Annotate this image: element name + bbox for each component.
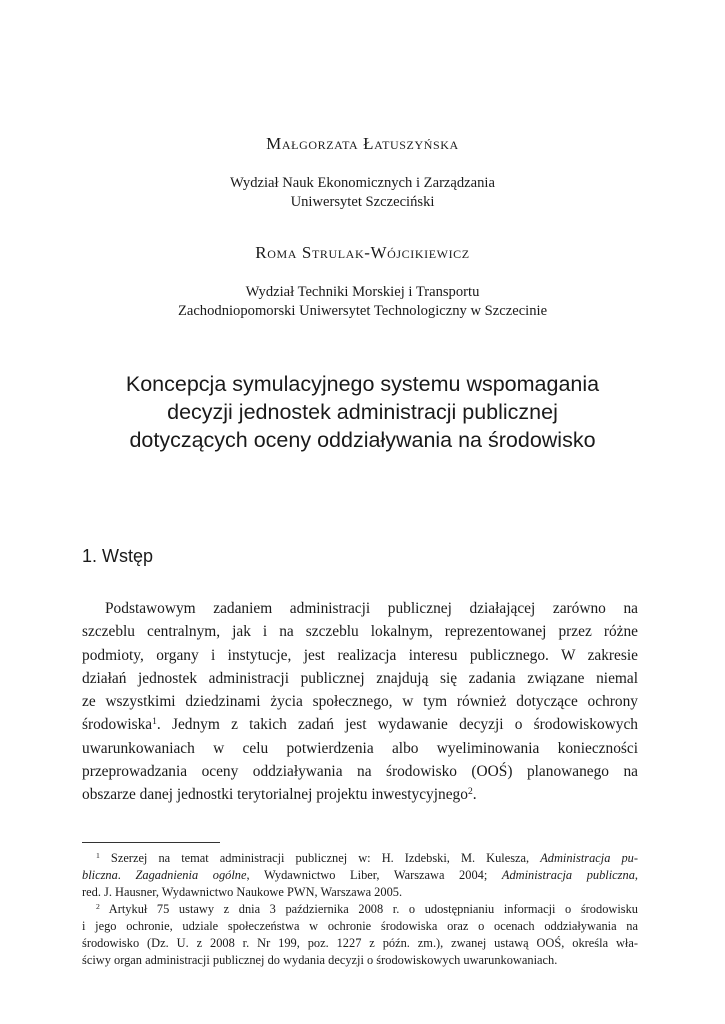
body-line (82, 783, 638, 806)
footnote-mark: 1 (96, 850, 100, 860)
body-line: szczeblu centralnym, jak i na szczeblu lokalnym, reprezentowanej przez różne (82, 623, 638, 641)
footnote-line (82, 901, 638, 918)
body-line: podmioty, organy i instytucje, jest realizacja interesu publicznego. W zakresie (82, 646, 638, 664)
body-paragraph (82, 597, 638, 807)
paper-title (0, 370, 725, 454)
body-line: uwarunkowaniach w celu potwierdzenia albo wyeliminowania konieczności (82, 739, 638, 757)
body-line: przeprowadzania oceny oddziaływania na środowisko (OOŚ) planowanego na (82, 763, 638, 781)
author-affiliation (0, 174, 725, 212)
footnote-ref: 2 (467, 786, 473, 798)
footnote-divider (82, 842, 220, 843)
body-text-fragment: środowiska (82, 716, 153, 734)
footnote-text: Szerzej na temat administracji publicznej w: H. Izdebski, M. Kulesza, (110, 851, 541, 865)
footnote-line: i jego ochronie, udziale społeczeństwa w ochronie środowiska oraz o ocenach oddziaływania na (82, 919, 638, 934)
footnote-text: , Wydawnictwo Liber, Warszawa 2004; (246, 868, 502, 883)
affiliation-line: Uniwersytet Szczeciński (290, 194, 435, 210)
footnote-italic: Zagadnienia ogólne (135, 868, 247, 883)
body-line: ze wszystkimi dziedzinami życia społecznego, w tym również dotyczące ochrony (82, 693, 638, 711)
footnote-line: środowisko (Dz. U. z 2008 r. Nr 199, poz. 1227 z późn. zm.), zwanej ustawą OOŚ, określa wła- (82, 936, 638, 951)
footnote-text: Artykuł 75 ustawy z dnia 3 października 2008 r. o udostępnianiu informacji o środowisku (108, 902, 638, 916)
footnote-2 (82, 901, 638, 969)
body-text-fragment: obszarze danej jednostki terytorialnej projektu inwestycyjnego (82, 786, 468, 804)
footnote-mark: 2 (96, 901, 100, 911)
body-text-fragment: . (472, 786, 477, 804)
author-affiliation (0, 283, 725, 321)
body-line: Podstawowym zadaniem administracji publicznej działającej zarówno na (105, 600, 638, 617)
footnote-1 (82, 850, 638, 901)
footnote-italic: Administracja pu- (540, 851, 638, 865)
body-text-fragment: . Jednym z takich zadań jest wydawanie decyzji o środowiskowych (156, 716, 638, 734)
footnote-line (82, 850, 638, 867)
author-name: Roma Strulak-Wójcikiewicz (255, 243, 470, 262)
title-line: decyzji jednostek administracji publicznej (167, 400, 558, 424)
section-heading: 1. Wstęp (82, 546, 154, 566)
footnote-italic: bliczna (82, 868, 118, 883)
footnote-text: . (117, 868, 136, 883)
footnote-text: , (634, 868, 638, 883)
author-name: Małgorzata Łatuszyńska (266, 134, 459, 153)
title-line: dotyczących oceny oddziaływania na środowisko (129, 428, 596, 452)
body-line: działań jednostek administracji publicznej znajdują się zadania związane niemal (82, 669, 638, 687)
affiliation-line: Zachodniopomorski Uniwersytet Technologiczny w Szczecinie (177, 303, 548, 319)
footnote-line: ściwy organ administracji publicznej do wydania decyzji o środowiskowych uwarunkowaniach. (82, 953, 558, 968)
title-line: Koncepcja symulacyjnego systemu wspomagania (125, 372, 600, 396)
footnote-italic: Administracja publiczna (501, 868, 635, 883)
footnote-line (82, 867, 638, 884)
affiliation-line: Wydział Nauk Ekonomicznych i Zarządzania (230, 175, 495, 191)
footnote-line: red. J. Hausner, Wydawnictwo Naukowe PWN, Warszawa 2005. (82, 885, 403, 900)
footnote-ref: 1 (152, 716, 157, 728)
affiliation-line: Wydział Techniki Morskiej i Transportu (245, 284, 480, 300)
body-line (82, 713, 638, 736)
